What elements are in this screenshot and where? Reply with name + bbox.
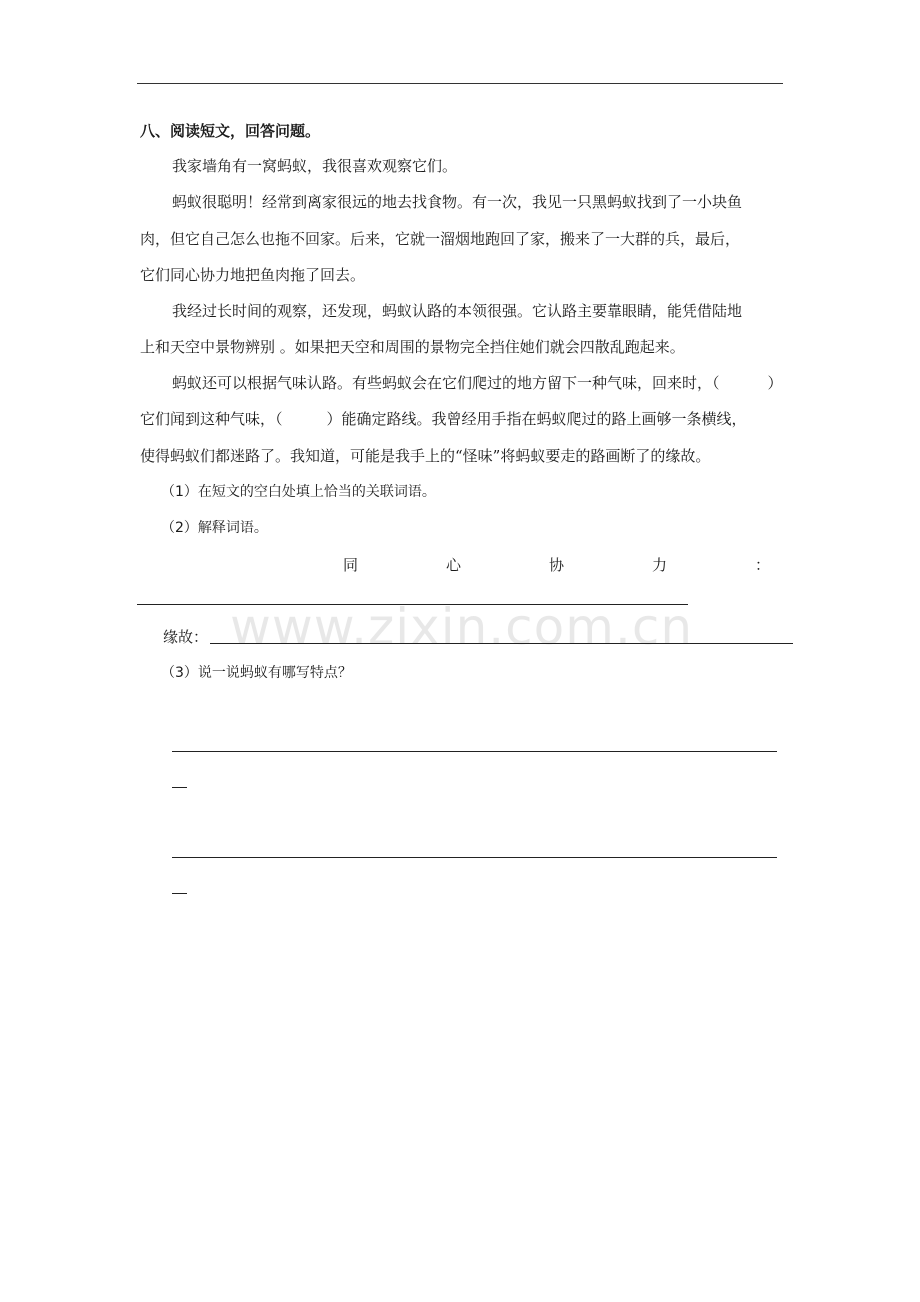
blank-1-close: ）: [767, 374, 783, 392]
passage-p2-line1: 蚂蚁很聪明！经常到离家很远的地去找食物。有一次，我见一只黑蚂蚁找到了一小块鱼: [172, 193, 743, 211]
term-colon: ：: [754, 556, 770, 574]
passage-p2-line2: 肉，但它自己怎么也拖不回家。后来，它就一溜烟地跑回了家，搬来了一大群的兵，最后，: [140, 230, 741, 248]
answer-line-term-1[interactable]: [137, 604, 688, 605]
term-char-1: 同: [343, 556, 359, 574]
passage-p3-line2: 上和天空中景物辨别 。如果把天空和周围的景物完全挡住她们就会四散乱跑起来。: [140, 338, 685, 356]
blank-2-close: ）: [326, 410, 342, 428]
answer-line-q3-1[interactable]: [172, 751, 777, 752]
passage-p4-line2-start: 它们闻到这种气味，: [140, 410, 276, 428]
passage-p4-line2-end: 能确定路线。我曾经用手指在蚂蚁爬过的路上画够一条横线，: [341, 410, 747, 428]
blank-2-open: （: [275, 410, 283, 428]
passage-p4-line3: 使得蚂蚁们都迷路了。我知道，可能是我手上的“怪味”将蚂蚁要走的路画断了的缘故。: [140, 447, 711, 465]
term-yuangu: 缘故：: [163, 628, 209, 646]
term-char-3: 协: [548, 556, 564, 574]
answer-line-term-2[interactable]: [210, 643, 793, 644]
answer-line-q3-2[interactable]: [172, 857, 777, 858]
term-tongxinxieli: [343, 555, 770, 575]
question-1: （1）在短文的空白处填上恰当的关联词语。: [161, 484, 436, 500]
passage-p4-line1-text: 蚂蚁还可以根据气味认路。有些蚂蚁会在它们爬过的地方留下一种气味，回来时，: [172, 374, 713, 392]
passage-p2-line3: 它们同心协力地把鱼肉拖了回去。: [140, 266, 366, 284]
term-char-2: 心: [445, 556, 461, 574]
question-2: （2）解释词语。: [161, 520, 268, 536]
passage-p4-line2: [140, 409, 747, 429]
passage-p4-line1: [172, 373, 783, 393]
watermark: www.zixin.com.cn: [230, 598, 694, 656]
blank-1-open: （: [712, 374, 720, 392]
answer-line-q3-1-tail: [172, 787, 187, 788]
answer-line-q3-2-tail: [172, 893, 187, 894]
question-3: （3）说一说蚂蚁有哪写特点？: [161, 665, 352, 681]
section-title: 八、阅读短文，回答问题。: [140, 122, 321, 140]
term-char-4: 力: [651, 556, 667, 574]
passage-p3-line1: 我经过长时间的观察，还发现，蚂蚁认路的本领很强。它认路主要靠眼睛，能凭借陆地: [172, 302, 743, 320]
header-rule: [137, 83, 783, 84]
passage-p1: 我家墙角有一窝蚂蚁，我很喜欢观察它们。: [172, 157, 458, 175]
